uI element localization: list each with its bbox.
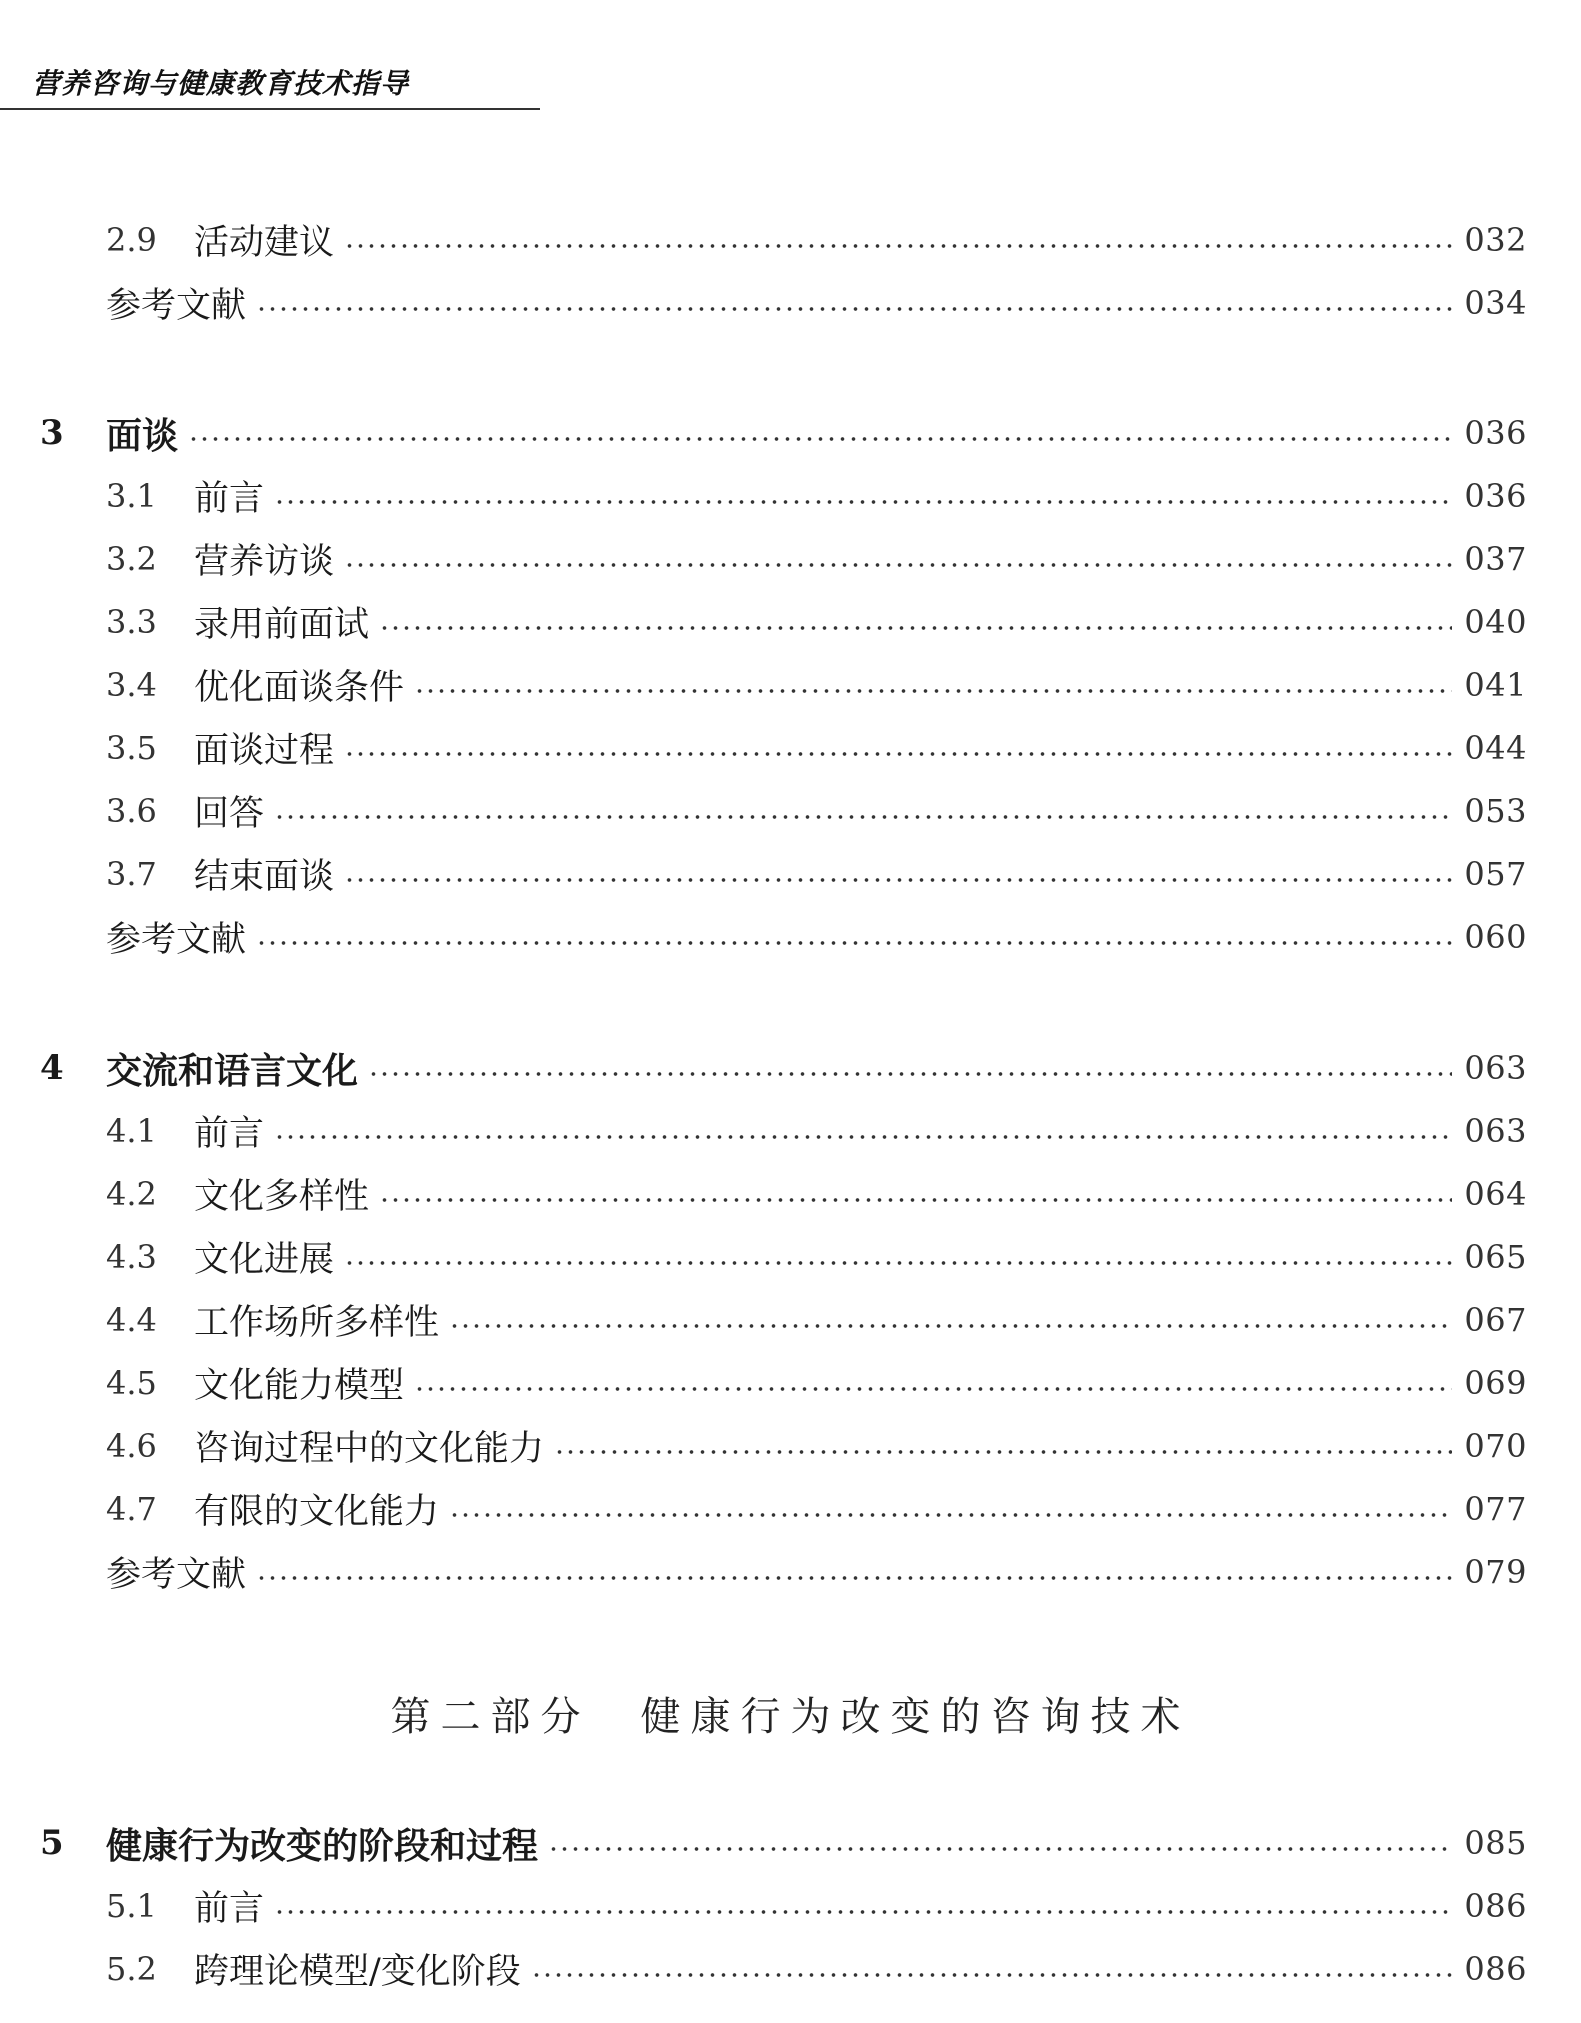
dot-leader bbox=[274, 1907, 1452, 1917]
entry-title: 面谈 bbox=[106, 415, 179, 457]
toc-entry bbox=[106, 1166, 1527, 1222]
page-number: 036 bbox=[1464, 477, 1527, 515]
toc-section-row[interactable] bbox=[0, 1878, 1581, 1934]
toc-entry bbox=[106, 1481, 1527, 1537]
toc-section-row[interactable] bbox=[0, 720, 1581, 776]
toc-section-row[interactable] bbox=[0, 1481, 1581, 1537]
section-number: 5.2 bbox=[106, 1950, 157, 1988]
toc-section-row[interactable] bbox=[0, 1418, 1581, 1474]
dot-leader bbox=[449, 1510, 1452, 1520]
toc-entry bbox=[106, 1229, 1527, 1285]
chapter-number: 4 bbox=[40, 1048, 64, 1088]
dot-leader bbox=[274, 812, 1452, 822]
section-number: 3.2 bbox=[106, 540, 157, 578]
toc-section-row[interactable] bbox=[0, 657, 1581, 713]
toc-section-row[interactable] bbox=[0, 1166, 1581, 1222]
page-number: 079 bbox=[1464, 1553, 1527, 1591]
page-number: 086 bbox=[1464, 1887, 1527, 1925]
section-number: 2.9 bbox=[106, 221, 157, 259]
page-number: 044 bbox=[1464, 729, 1527, 767]
dot-leader bbox=[274, 497, 1452, 507]
page-number: 064 bbox=[1464, 1175, 1527, 1213]
toc-entry bbox=[106, 212, 1527, 268]
section-number: 5.1 bbox=[106, 1887, 157, 1925]
entry-title: 工作场所多样性 bbox=[194, 1303, 440, 1343]
toc-entry bbox=[106, 1418, 1527, 1474]
dot-leader bbox=[256, 1573, 1452, 1583]
section-number: 4.4 bbox=[106, 1301, 157, 1339]
dot-leader bbox=[368, 1069, 1452, 1079]
toc-section-row[interactable] bbox=[0, 1229, 1581, 1285]
entry-title: 参考文献 bbox=[106, 286, 247, 326]
dot-leader bbox=[344, 1258, 1452, 1268]
entry-title: 前言 bbox=[194, 479, 265, 519]
toc-section-row[interactable] bbox=[0, 1355, 1581, 1411]
page-number: 077 bbox=[1464, 1490, 1527, 1528]
page-number: 041 bbox=[1464, 666, 1527, 704]
part-title: 健康行为改变的咨询技术 bbox=[640, 1694, 1191, 1740]
toc-chapter-row[interactable] bbox=[0, 1815, 1581, 1871]
toc-section-row[interactable] bbox=[0, 1292, 1581, 1348]
toc-section-row[interactable] bbox=[0, 594, 1581, 650]
toc-entry bbox=[106, 1941, 1527, 1997]
page-number: 070 bbox=[1464, 1427, 1527, 1465]
toc-section-row[interactable] bbox=[0, 468, 1581, 524]
toc-section-row[interactable] bbox=[0, 1941, 1581, 1997]
entry-title: 结束面谈 bbox=[194, 857, 335, 897]
toc-entry bbox=[106, 1544, 1527, 1600]
dot-leader bbox=[256, 938, 1452, 948]
dot-leader bbox=[344, 241, 1452, 251]
section-number: 3.3 bbox=[106, 603, 157, 641]
entry-title: 营养访谈 bbox=[194, 542, 335, 582]
entry-title: 优化面谈条件 bbox=[194, 668, 405, 708]
toc-entry bbox=[106, 275, 1527, 331]
toc-section-row[interactable] bbox=[0, 1103, 1581, 1159]
chapter-number: 3 bbox=[40, 413, 64, 453]
dot-leader bbox=[548, 1844, 1452, 1854]
dot-leader bbox=[344, 749, 1452, 759]
toc-entry bbox=[106, 1815, 1527, 1871]
toc-entry bbox=[106, 783, 1527, 839]
toc-section-row[interactable] bbox=[0, 846, 1581, 902]
page-number: 057 bbox=[1464, 855, 1527, 893]
entry-title: 文化多样性 bbox=[194, 1177, 370, 1217]
dot-leader bbox=[188, 434, 1452, 444]
toc-section-row[interactable] bbox=[0, 531, 1581, 587]
dot-leader bbox=[379, 1195, 1452, 1205]
toc-entry bbox=[106, 657, 1527, 713]
part-label: 第二部分 bbox=[390, 1694, 591, 1740]
entry-title: 交流和语言文化 bbox=[106, 1050, 359, 1092]
dot-leader bbox=[449, 1321, 1452, 1331]
entry-title: 前言 bbox=[194, 1114, 265, 1154]
toc-entry bbox=[106, 1103, 1527, 1159]
dot-leader bbox=[379, 623, 1452, 633]
page-number: 036 bbox=[1464, 414, 1527, 452]
toc-entry bbox=[106, 594, 1527, 650]
toc-chapter-row[interactable] bbox=[0, 1040, 1581, 1096]
entry-title: 活动建议 bbox=[194, 223, 335, 263]
toc-references-row[interactable] bbox=[0, 275, 1581, 331]
section-number: 3.7 bbox=[106, 855, 157, 893]
page-number: 053 bbox=[1464, 792, 1527, 830]
running-header-title: 营养咨询与健康教育技术指导 bbox=[32, 67, 410, 100]
page-number: 067 bbox=[1464, 1301, 1527, 1339]
entry-title: 文化能力模型 bbox=[194, 1366, 405, 1406]
page-number: 065 bbox=[1464, 1238, 1527, 1276]
entry-title: 参考文献 bbox=[106, 920, 247, 960]
dot-leader bbox=[554, 1447, 1452, 1457]
page-number: 034 bbox=[1464, 284, 1527, 322]
entry-title: 参考文献 bbox=[106, 1555, 247, 1595]
page-number: 085 bbox=[1464, 1824, 1527, 1862]
section-number: 4.1 bbox=[106, 1112, 157, 1150]
entry-title: 文化进展 bbox=[194, 1240, 335, 1280]
toc-section-row[interactable] bbox=[0, 783, 1581, 839]
entry-title: 咨询过程中的文化能力 bbox=[194, 1429, 545, 1469]
toc-entry bbox=[106, 1292, 1527, 1348]
entry-title: 跨理论模型/变化阶段 bbox=[194, 1952, 521, 1992]
page-number: 060 bbox=[1464, 918, 1527, 956]
section-number: 4.5 bbox=[106, 1364, 157, 1402]
section-number: 4.2 bbox=[106, 1175, 157, 1213]
page-number: 063 bbox=[1464, 1112, 1527, 1150]
toc-entry bbox=[106, 720, 1527, 776]
dot-leader bbox=[531, 1970, 1453, 1980]
entry-title: 前言 bbox=[194, 1889, 265, 1929]
page-number: 032 bbox=[1464, 221, 1527, 259]
page-number: 063 bbox=[1464, 1049, 1527, 1087]
toc-entry bbox=[106, 1040, 1527, 1096]
entry-title: 有限的文化能力 bbox=[194, 1492, 440, 1532]
section-number: 3.5 bbox=[106, 729, 157, 767]
section-number: 3.1 bbox=[106, 477, 157, 515]
page-number: 086 bbox=[1464, 1950, 1527, 1988]
toc-entry bbox=[106, 1355, 1527, 1411]
entry-title: 回答 bbox=[194, 794, 265, 834]
page-number: 069 bbox=[1464, 1364, 1527, 1402]
toc-entry bbox=[106, 531, 1527, 587]
page-number: 040 bbox=[1464, 603, 1527, 641]
toc-references-row[interactable] bbox=[0, 1544, 1581, 1600]
toc-entry bbox=[106, 1878, 1527, 1934]
section-number: 4.6 bbox=[106, 1427, 157, 1465]
toc-references-row[interactable] bbox=[0, 909, 1581, 965]
toc-entry bbox=[106, 909, 1527, 965]
toc-entry bbox=[106, 846, 1527, 902]
chapter-number: 5 bbox=[40, 1823, 64, 1863]
section-number: 3.6 bbox=[106, 792, 157, 830]
dot-leader bbox=[344, 560, 1452, 570]
toc-section-row[interactable] bbox=[0, 212, 1581, 268]
section-number: 4.7 bbox=[106, 1490, 157, 1528]
entry-title: 健康行为改变的阶段和过程 bbox=[106, 1825, 539, 1867]
dot-leader bbox=[256, 304, 1452, 314]
section-number: 3.4 bbox=[106, 666, 157, 704]
entry-title: 录用前面试 bbox=[194, 605, 370, 645]
dot-leader bbox=[344, 875, 1452, 885]
part-heading bbox=[0, 1685, 1581, 1742]
toc-chapter-row[interactable] bbox=[0, 405, 1581, 461]
page-number: 037 bbox=[1464, 540, 1527, 578]
dot-leader bbox=[414, 1384, 1452, 1394]
section-number: 4.3 bbox=[106, 1238, 157, 1276]
dot-leader bbox=[274, 1132, 1452, 1142]
running-header bbox=[0, 60, 540, 110]
toc-entry bbox=[106, 468, 1527, 524]
dot-leader bbox=[414, 686, 1452, 696]
entry-title: 面谈过程 bbox=[194, 731, 335, 771]
toc-entry bbox=[106, 405, 1527, 461]
